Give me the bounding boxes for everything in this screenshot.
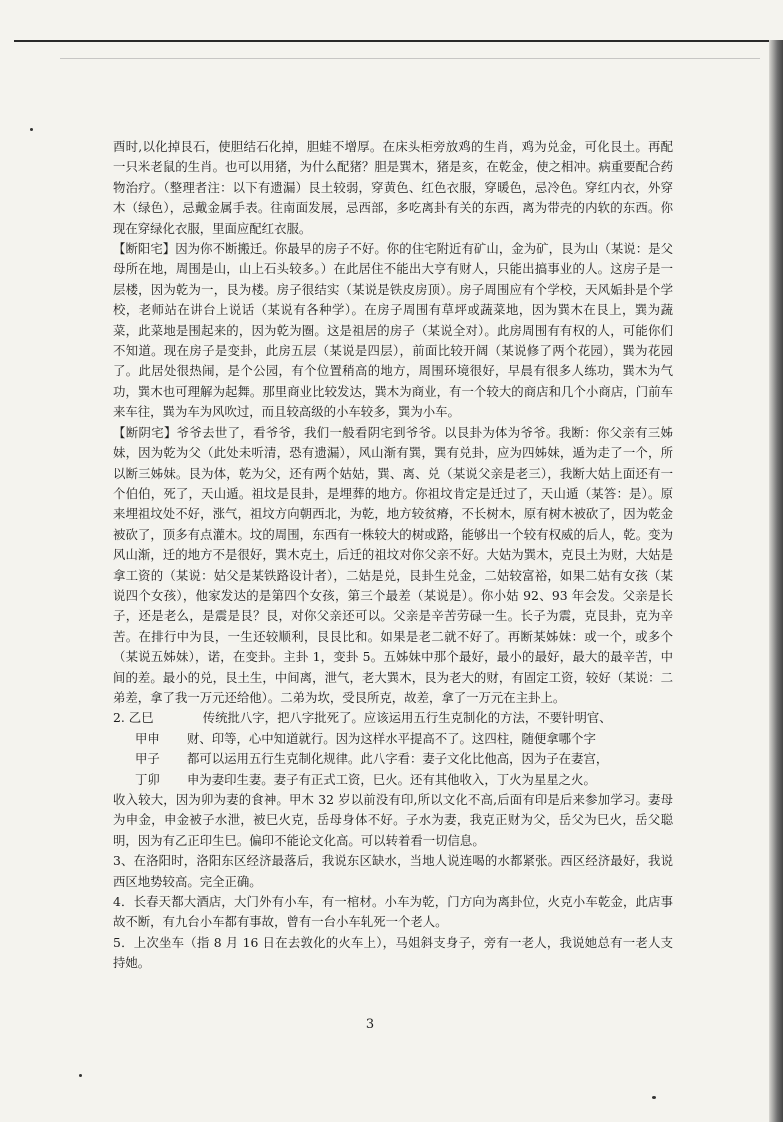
item-5: 5．上次坐车（指 8 月 16 日在去敦化的火车上），马姐斜支身子，旁有一老人，我说她总有一老人支持她。 [113, 934, 673, 971]
top-rule [14, 40, 783, 42]
item-3: 3、在洛阳时，洛阳东区经济最落后，我说东区缺水，当地人说连喝的水都紧张。西区经济最好，我说西区地势较高。完全正确。 [113, 853, 673, 889]
bazi-line-text: 都可以运用五行生克制化规律。此八字看：妻子文化比他高，因为子在妻宫， [186, 751, 609, 767]
ganzhi-pillar: 乙巳 [128, 710, 154, 726]
scan-speck [79, 1074, 82, 1077]
bazi-row [113, 729, 673, 749]
paragraph-yin-house: 【断阴宅】爷爷去世了，看爷爷，我们一般看阴宅到爷爷。以艮卦为体为爷爷。我断：你父亲有三姊妹，因为乾为父（此处未听清，恐有遗漏），风山渐有巽，巽有兑卦，应为四姊妹，遁为走了一个，所以断三姊妹。艮为体，乾为父，还有两个姑姑，巽、离、兑（某说父亲是老三），我断大姑上面还有一个伯伯，死了，天山遁。祖坟是艮卦，是埋葬的地方。你祖坟肯定是迁过了，天山遁（某答：是）。原来埋祖坟处不好，涨气，祖坟方向朝西北，为乾，地方较贫瘠，不长树木，原有树木被砍了，因为乾金被砍了，顶多有点灌木。坟的周围，东西有一株较大的树或路，能够出一个较有权威的后人，乾。变为风山渐，迁的地方不是很好，巽木克土，后迁的祖坟对你父亲不好。大姑为巽木，克艮土为财，大姑是拿工资的（某说：姑父是某铁路设计者），二姑是兑，艮卦生兑金，二姑较富裕，如果二姑有女孩（某说四个女孩），他家发达的是第四个女孩，第三个最差（某说是）。你小姑 92、93 年会发。父亲是长子，还是老么，是震是艮？艮，对你父亲还可以。父亲是辛苦劳碌一生。长子为震，克艮卦，克为辛苦。在排行中为艮，一生还较顺利，艮艮比和。如果是老二就不好了。再断某姊妹：或一个，或多个（某说五姊妹），诺，在变卦。主卦 1，变卦 5。五姊妹中那个最好，最小的最好，最大的最辛苦，中间的差。最小的兑，艮土生，中间离，泄气，老大巽木，艮为老大的财，有固定工资，较好（某说：二弟差，拿了我一万元还给他）。二弟为坎，受艮所克，故差，拿了一万元在主卦上。 [113, 424, 673, 705]
scan-edge [769, 40, 783, 1122]
bazi-row [113, 749, 673, 769]
item-4: 4．长春天都大酒店，大门外有小车，有一棺材。小车为乾，门方向为离卦位，火克小车乾金，此店事故不断，有九台小车都有事故，曾有一台小车轧死一个老人。 [113, 894, 673, 930]
bazi-line-text: 申为妻印生妻。妻子有正式工资，巳火。还有其他收入，丁火为星星之火。 [186, 771, 596, 787]
paragraph-remedy: 酉时,以化掉艮石，使胆结石化掉，胆蛙不增厚。在床头柜旁放鸡的生肖，鸡为兑金，可化艮土。再配一只米老鼠的生肖。也可以用猪，为什么配猪？胆是巽木，猪是亥，在乾金，使之相冲。病重要配合药物治疗。（整理者注：以下有遗漏）艮土较弱，穿黄色、红色衣服，穿暖色，忌冷色。穿红内衣，外穿木（绿色），忌戴金属手表。往南面发展，忌西部，多吃离卦有关的东西，离为带壳的内软的东西。你现在穿绿化衣服，里面应配红衣服。 [113, 139, 673, 236]
bazi-line-text: 传统批八字，把八字批死了。应该运用五行生克制化的方法，不要针明官、 [202, 710, 612, 726]
scan-speck [652, 1096, 656, 1099]
item-2-bazi [113, 708, 673, 851]
bazi-row [113, 770, 673, 790]
ganzhi-pillar: 丁卯 [135, 771, 160, 787]
item-number: 2. [113, 710, 125, 726]
bazi-line-text: 财、印等，心中知道就行。因为这样水平提高不了。这四柱，随便拿哪个字 [186, 730, 596, 746]
ganzhi-pillar: 甲子 [135, 751, 160, 767]
page-number: 3 [365, 1017, 375, 1032]
ganzhi-pillar: 甲申 [135, 730, 160, 746]
bazi-row [113, 708, 673, 728]
paragraph-yang-house: 【断阳宅】因为你不断搬迁。你最早的房子不好。你的住宅附近有矿山，金为矿，艮为山（某说：是父母所在地，周围是山，山上石头较多。）在此居住不能出大亨有财人，只能出搞事业的人。这房子是一层楼，因为乾为一，艮为楼。房子很结实（某说是铁皮房顶）。房子周围应有个学校，天风姤卦是个学校，老师站在讲台上说话（某说有各种学）。在房子周围有草坪或蔬菜地，因为巽木在艮上，巽为蔬菜，此菜地是围起来的，因为乾为圈。这是祖居的房子（某说全对）。此房周围有有权的人，可能你们不知道。现在房子是变卦，此房五层（某说是四层），前面比较开阔（某说修了两个花园），巽为花园了。此居处很热闹，是个公园，有个位置稍高的地方，周围环境很好，早晨有很多人练功，巽木为气功，巽木也可理解为起舞。那里商业比较发达，巽木为商业，有一个较大的商店和几个小商店，门前车来车往，巽为车为风吹过，而且较高级的小车较多，巽为小车。 [113, 241, 673, 420]
faint-rule [60, 58, 760, 59]
document-body [113, 137, 673, 974]
scan-speck [30, 128, 33, 131]
item-2-continuation: 收入较大，因为卯为妻的食神。甲木 32 岁以前没有印,所以文化不高,后面有印是后来参加学习。妻母为申金，申金被子水泄，被巳火克，岳母身体不好。子水为妻，我克正财为父，岳父为巳火，岳父聪明，因为有乙正印生巳。偏印不能论文化高。可以转着看一切信息。 [113, 792, 673, 848]
